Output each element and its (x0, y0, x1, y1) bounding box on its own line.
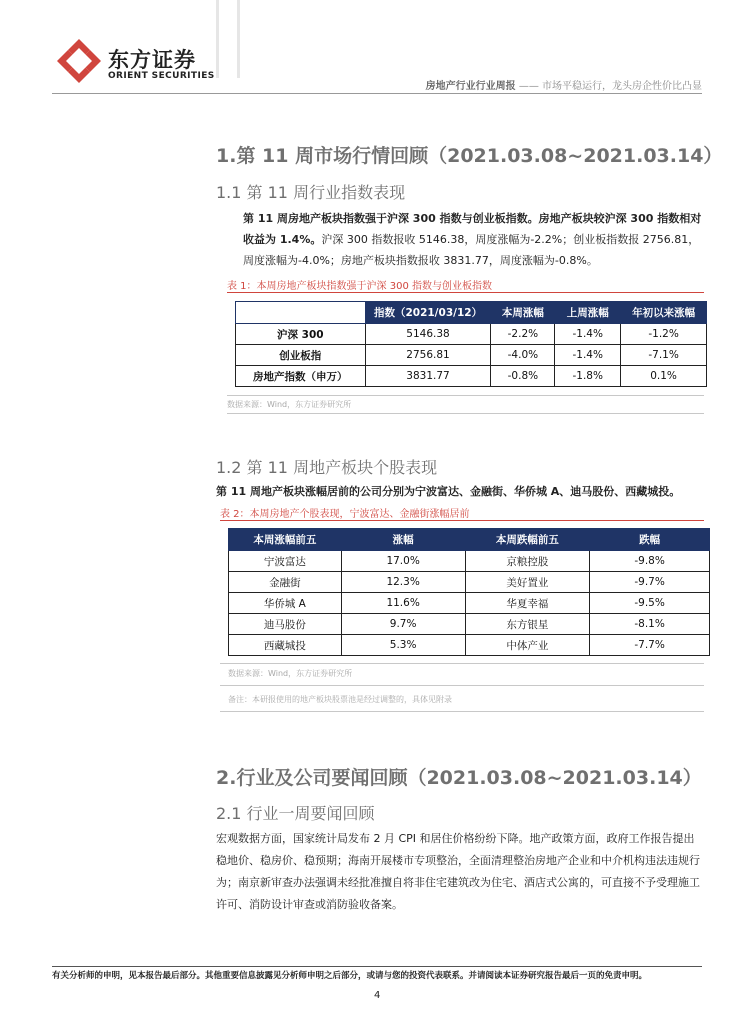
table-header-cell: 本周涨幅前五 (229, 529, 342, 551)
table-2-note: 备注：本研报使用的地产板块股票池是经过调整的，具体见附录 (228, 695, 452, 704)
table-cell: 中体产业 (465, 635, 590, 656)
report-header (426, 77, 702, 92)
table-cell: -9.8% (590, 551, 710, 572)
table-header-row (229, 529, 710, 551)
section-1-2-paragraph: 第 11 周地产板块涨幅居前的公司分别为宁波富达、金融街、华侨城 A、迪马股份、西藏城投。 (216, 485, 681, 498)
table-cell: -1.8% (555, 366, 621, 387)
table-2-source: 数据来源：Wind，东方证券研究所 (228, 669, 353, 678)
section-1-title: 1.第 11 周市场行情回顾（2021.03.08~2021.03.14） (216, 145, 723, 167)
section-1-2-title: 1.2 第 11 周地产板块个股表现 (216, 458, 438, 477)
table-row (236, 366, 707, 387)
footer-disclaimer: 有关分析师的申明，见本报告最后部分。其他重要信息披露见分析师申明之后部分，或请与您的投资代表联系。并请阅读本证券研究报告最后一页的免责申明。 (52, 971, 648, 981)
section-1-1-paragraph (243, 208, 704, 271)
table-cell: -1.4% (555, 345, 621, 366)
table-cell: -1.2% (621, 324, 707, 345)
table-2-source-rule (220, 685, 704, 686)
table-cell: -7.1% (621, 345, 707, 366)
table-header-cell: 跌幅 (590, 529, 710, 551)
table-row (229, 551, 710, 572)
table-header-cell: 上周涨幅 (555, 302, 621, 324)
table-1-bottom-rule (227, 395, 704, 396)
company-name-cn: 东方证券 (108, 48, 196, 72)
table-cell: 宁波富达 (229, 551, 342, 572)
table-header-cell: 年初以来涨幅 (621, 302, 707, 324)
report-subtitle: 市场平稳运行，龙头房企性价比凸显 (542, 81, 702, 92)
header-divider-left (216, 0, 219, 78)
table-cell: 西藏城投 (229, 635, 342, 656)
table-header-cell: 本周跌幅前五 (465, 529, 590, 551)
header-divider-right (237, 0, 240, 78)
paragraph-body: 沪深 300 指数报收 5146.38，周度涨幅为-2.2%；创业板指数报 2756.81，周度涨幅为-4.0%；房地产板块指数报收 3831.77，周度涨幅为-0.8%。 (243, 233, 700, 267)
table-cell: -0.8% (491, 366, 555, 387)
report-type: 房地产行业行业周报 (425, 81, 516, 92)
table-1-source: 数据来源：Wind，东方证券研究所 (227, 400, 352, 409)
table-header-cell: 涨幅 (341, 529, 465, 551)
table-cell: 9.7% (341, 614, 465, 635)
index-performance-table (235, 301, 707, 387)
table-cell: 京粮控股 (465, 551, 590, 572)
paragraph-lead: 第 11 周房地产板块指数强于沪深 300 指数与创业板指数。房地产板块较沪深 300 指数相对收益为 1.4%。 (243, 212, 702, 246)
table-2-note-rule (220, 711, 704, 712)
table-row (236, 324, 707, 345)
table-cell: 沪深 300 (236, 324, 366, 345)
table-cell: -7.7% (590, 635, 710, 656)
table-cell: 金融街 (229, 572, 342, 593)
table-cell: 17.0% (341, 551, 465, 572)
table-cell: -9.7% (590, 572, 710, 593)
stock-movers-table (228, 528, 710, 656)
table-cell: 0.1% (621, 366, 707, 387)
page-number: 4 (374, 990, 381, 1001)
table-cell: -8.1% (590, 614, 710, 635)
table-header-cell: 指数（2021/03/12） (365, 302, 491, 324)
table-row (229, 572, 710, 593)
table-2-caption: 表 2：本周房地产个股表现，宁波富达、金融街涨幅居前 (220, 509, 470, 520)
table-2-bottom-rule (220, 663, 704, 664)
table-header-cell (236, 302, 366, 324)
table-header-cell: 本周涨幅 (491, 302, 555, 324)
section-2-title: 2.行业及公司要闻回顾（2021.03.08~2021.03.14） (216, 767, 702, 789)
table-cell: 华夏幸福 (465, 593, 590, 614)
table-cell: 房地产指数（申万） (236, 366, 366, 387)
section-2-1-paragraph: 宏观数据方面，国家统计局发布 2 月 CPI 和居住价格纷纷下降。地产政策方面，政府工作报告提出稳地价、稳房价、稳预期；海南开展楼市专项整治，全面清理整治房地产企业和中介机构违法违规行为；南京新审查办法强调未经批准擅自将非住宅建筑改为住宅、酒店式公寓的，可直接不予受理施工许可、消防设计审查或消防验收备案。 (216, 832, 700, 911)
table-cell: 东方银星 (465, 614, 590, 635)
orient-securities-logo (54, 36, 104, 86)
table-cell: 2756.81 (365, 345, 491, 366)
table-cell: 创业板指 (236, 345, 366, 366)
footer-rule (52, 966, 702, 967)
table-row (229, 593, 710, 614)
section-1-1-title: 1.1 第 11 周行业指数表现 (216, 183, 406, 202)
table-cell: -9.5% (590, 593, 710, 614)
table-2-caption-rule (220, 520, 704, 521)
table-1-caption: 表 1：本周房地产板块指数强于沪深 300 指数与创业板指数 (227, 281, 492, 292)
table-cell: -2.2% (491, 324, 555, 345)
table-cell: -4.0% (491, 345, 555, 366)
table-cell: 美好置业 (465, 572, 590, 593)
section-2-1-title: 2.1 行业一周要闻回顾 (216, 804, 375, 823)
table-cell: 华侨城 A (229, 593, 342, 614)
table-cell: 5146.38 (365, 324, 491, 345)
header-separator: —— (518, 81, 539, 92)
table-cell: 12.3% (341, 572, 465, 593)
table-cell: -1.4% (555, 324, 621, 345)
header-rule (52, 93, 702, 94)
table-row (236, 345, 707, 366)
table-header-row (236, 302, 707, 324)
table-cell: 迪马股份 (229, 614, 342, 635)
table-row (229, 635, 710, 656)
company-name-en: ORIENT SECURITIES (108, 71, 215, 81)
table-1-source-rule (227, 413, 704, 414)
table-cell: 5.3% (341, 635, 465, 656)
table-row (229, 614, 710, 635)
table-cell: 11.6% (341, 593, 465, 614)
table-cell: 3831.77 (365, 366, 491, 387)
table-1-caption-rule (227, 292, 704, 293)
